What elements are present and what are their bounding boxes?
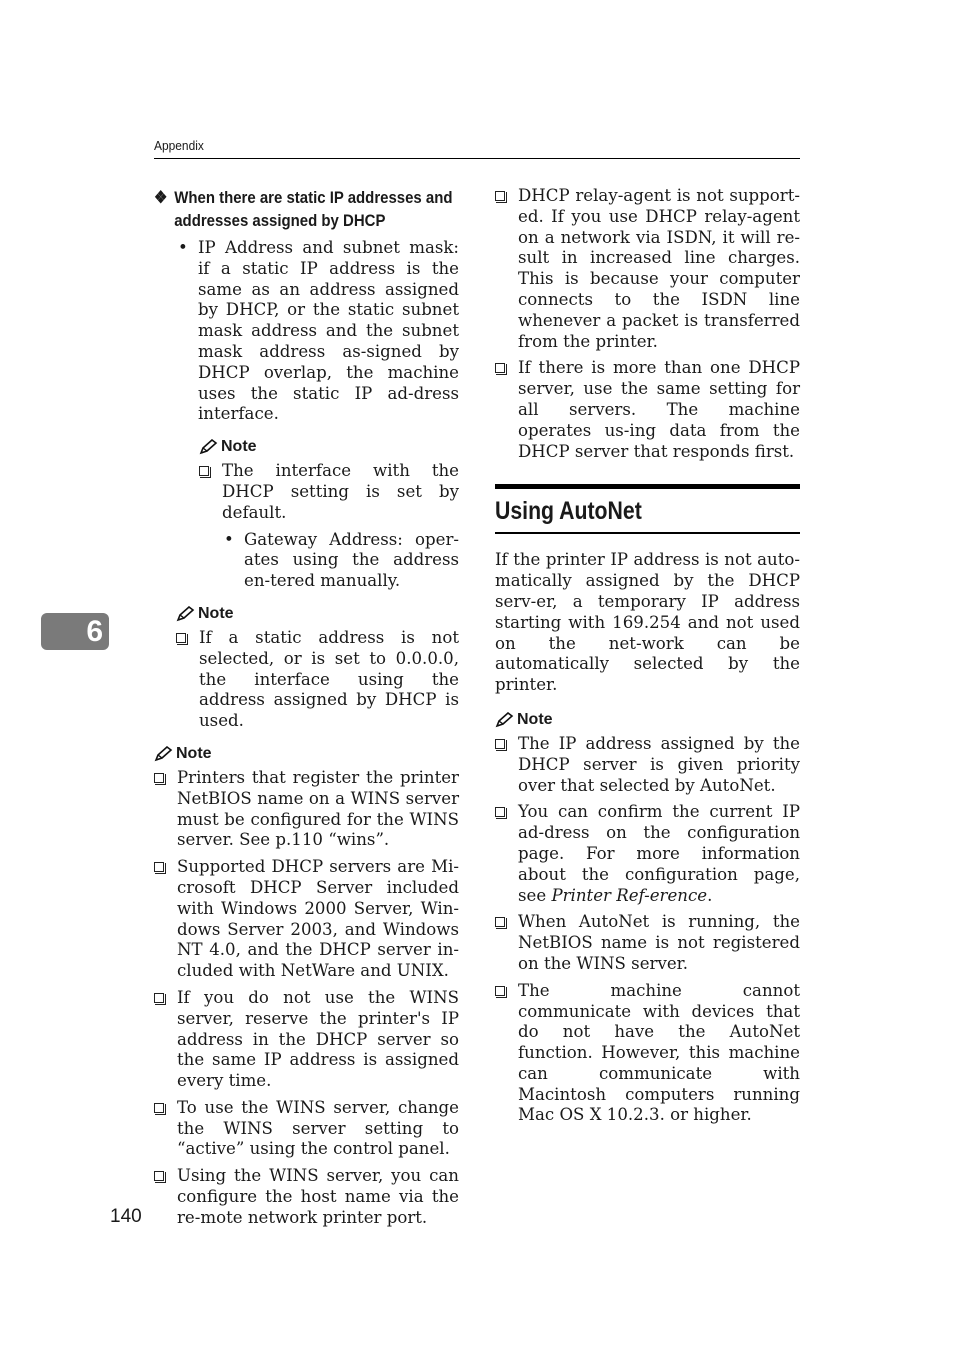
note-item: If a static address is not selected, or is set to 0.0.0.0, the interface using the address assigned by DHCP is used. bbox=[176, 628, 459, 732]
note-heading: Note bbox=[176, 604, 459, 624]
checkbox-bullet-icon bbox=[176, 633, 186, 643]
diamond-bullet-icon: ❖ bbox=[154, 188, 168, 207]
checkbox-bullet-icon bbox=[495, 807, 505, 817]
note-item: DHCP relay-agent is not support-ed. If you use DHCP relay-agent on a network via ISDN, it will re-sult in increased line charges. This is because your computer connects to the ISDN line whenever a packet is transferred from the printer. bbox=[495, 186, 800, 352]
checkbox-bullet-icon bbox=[154, 1171, 164, 1181]
checkbox-bullet-icon bbox=[495, 191, 505, 201]
chapter-tab: 6 bbox=[41, 613, 109, 650]
note-block-1 bbox=[199, 437, 459, 592]
subheading bbox=[154, 186, 480, 232]
note-item: Supported DHCP servers are Mi-crosoft DHCP Server included with Windows 2000 Server, Win-dows Server 2003, and Windows NT 4.0, and the DHCP server in-cluded with NetWare and UNIX. bbox=[154, 857, 459, 982]
note-item: To use the WINS server, change the WINS server setting to “active” using the control panel. bbox=[154, 1098, 459, 1160]
note-block-2 bbox=[176, 604, 459, 732]
checkbox-bullet-icon bbox=[495, 917, 505, 927]
checkbox-bullet-icon bbox=[199, 466, 209, 476]
header-rule bbox=[154, 158, 800, 159]
right-column bbox=[495, 186, 800, 1132]
checkbox-bullet-icon bbox=[495, 363, 505, 373]
checkbox-bullet-icon bbox=[154, 773, 164, 783]
bullet-dot-icon: • bbox=[224, 529, 234, 549]
running-head: Appendix bbox=[154, 138, 204, 153]
bullet-dot-icon: • bbox=[178, 238, 188, 257]
section-heading bbox=[495, 484, 800, 534]
note-heading: Note bbox=[154, 744, 459, 764]
note-item: If there is more than one DHCP server, use the same setting for all servers. The machine operates us-ing data from the DHCP server that responds first. bbox=[495, 358, 800, 462]
note-item: When AutoNet is running, the NetBIOS name is not registered on the WINS server. bbox=[495, 912, 800, 974]
note-subbullet: • Gateway Address: oper-ates using the address en-tered manually. bbox=[224, 529, 459, 591]
note-heading: Note bbox=[199, 437, 459, 457]
note-item: The machine cannot communicate with devices that do not have the AutoNet function. However, this machine can communicate with Macintosh computers running Mac OS X 10.2.3. or higher. bbox=[495, 981, 800, 1127]
pencil-icon bbox=[176, 606, 195, 622]
section-title: Using AutoNet bbox=[495, 497, 642, 526]
checkbox-bullet-icon bbox=[154, 993, 164, 1003]
intro-paragraph: If the printer IP address is not auto-matically assigned by the DHCP serv-er, a temporary IP address starting with 169.254 and not used on the net-work can be automatically selected by the printer. bbox=[495, 550, 800, 695]
bullet-item: • IP Address and subnet mask: if a static IP address is the same as an address assigned by DHCP, or the static subnet mask address and the subnet mask address as-signed by DHCP overlap, the machine uses the static IP ad-dress interface. bbox=[178, 238, 459, 424]
subheading-text: When there are static IP addresses and addresses assigned by DHCP bbox=[174, 188, 453, 230]
note-block-3 bbox=[154, 744, 459, 1229]
note-item: Printers that register the printer NetBIOS name on a WINS server must be configured for the WINS server. See p.110 “wins”. bbox=[154, 768, 459, 851]
note-item: If you do not use the WINS server, reserve the printer's IP address in the DHCP server so the same IP address is assigned every time. bbox=[154, 988, 459, 1092]
page-number: 140 bbox=[110, 1206, 142, 1227]
note-item: The interface with the DHCP setting is set by default. bbox=[199, 461, 459, 523]
note-item: Using the WINS server, you can configure the host name via the re-mote network printer port. bbox=[154, 1166, 459, 1228]
left-column bbox=[154, 186, 459, 1235]
checkbox-bullet-icon bbox=[154, 1103, 164, 1113]
note-heading: Note bbox=[495, 710, 800, 730]
pencil-icon bbox=[495, 712, 514, 728]
checkbox-bullet-icon bbox=[154, 862, 164, 872]
note-item: You can confirm the current IP ad-dress on the configuration page. For more information about the configuration page, see Printer Ref-erence. bbox=[495, 802, 800, 906]
checkbox-bullet-icon bbox=[495, 986, 505, 996]
note-item: The IP address assigned by the DHCP server is given priority over that selected by AutoNet. bbox=[495, 734, 800, 796]
reference-link: Printer Ref-erence bbox=[551, 885, 708, 905]
pencil-icon bbox=[154, 746, 173, 762]
pencil-icon bbox=[199, 439, 218, 455]
checkbox-bullet-icon bbox=[495, 739, 505, 749]
